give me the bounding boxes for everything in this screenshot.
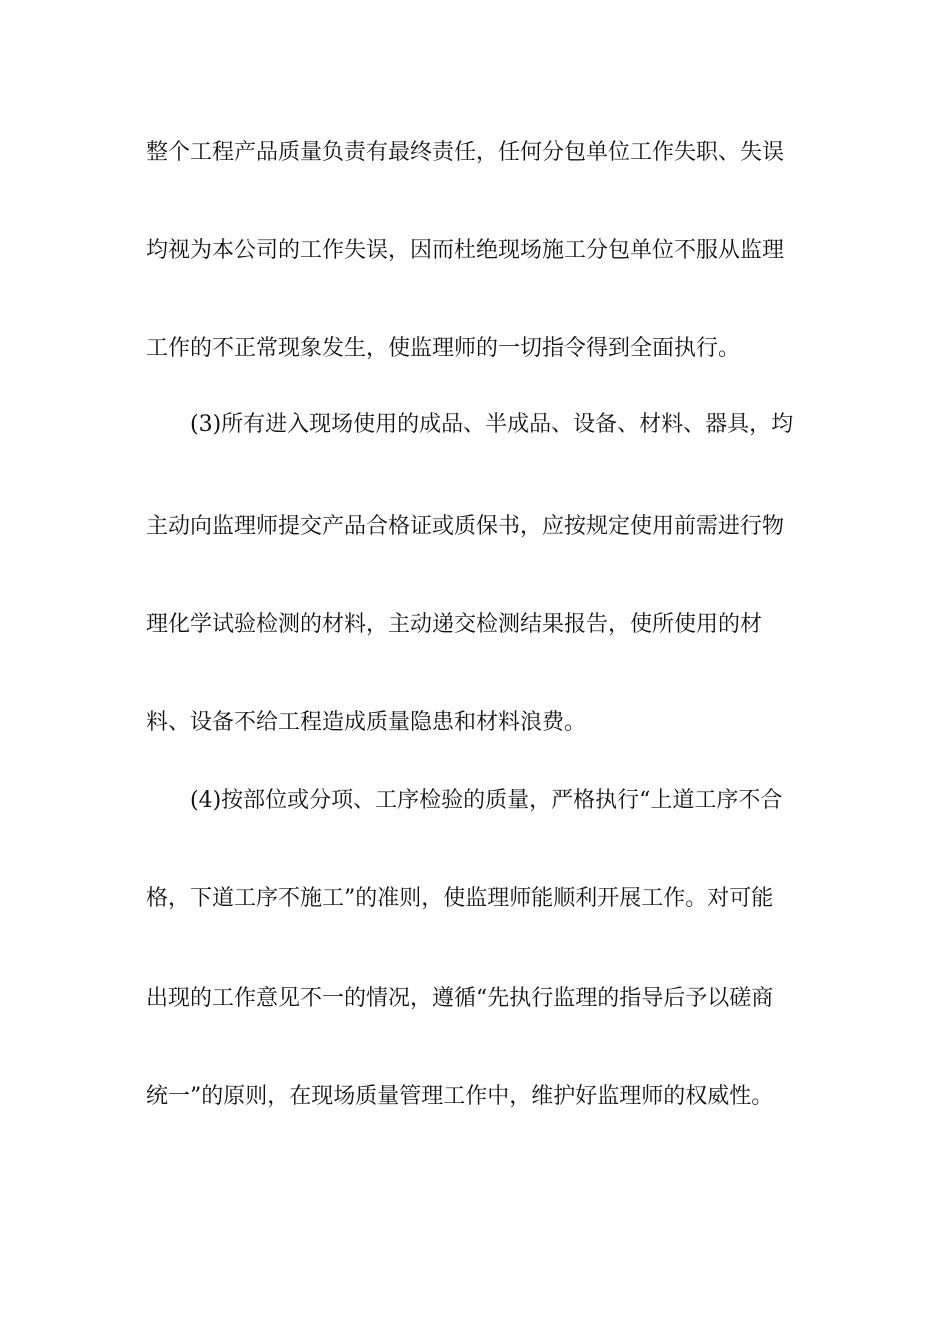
paragraph-line: 出现的工作意见不一的情况，遵循“先执行监理的指导后予以磋商 — [146, 986, 774, 1011]
paragraph-line: 理化学试验检测的材料，主动递交检测结果报告，使所使用的材 — [146, 612, 763, 637]
paragraph-line: 主动向监理师提交产品合格证或质保书，应按规定使用前需进行物 — [146, 514, 785, 539]
paragraph-line: (3)所有进入现场使用的成品、半成品、设备、材料、器具，均 — [190, 412, 794, 437]
paragraph-line: (4)按部位或分项、工序检验的质量，严格执行“上道工序不合 — [190, 788, 783, 813]
paragraph-line: 整个工程产品质量负责有最终责任，任何分包单位工作失职、失误 — [146, 140, 785, 165]
paragraph-line: 均视为本公司的工作失误，因而杜绝现场施工分包单位不服从监理 — [146, 238, 785, 263]
paragraph-line: 统一”的原则，在现场质量管理工作中，维护好监理师的权威性。 — [146, 1084, 774, 1109]
paragraph-line: 工作的不正常现象发生，使监理师的一切指令得到全面执行。 — [146, 336, 741, 361]
paragraph-line: 格，下道工序不施工”的准则，使监理师能顺利开展工作。对可能 — [146, 886, 774, 911]
paragraph-line: 料、设备不给工程造成质量隐患和材料浪费。 — [146, 710, 587, 735]
